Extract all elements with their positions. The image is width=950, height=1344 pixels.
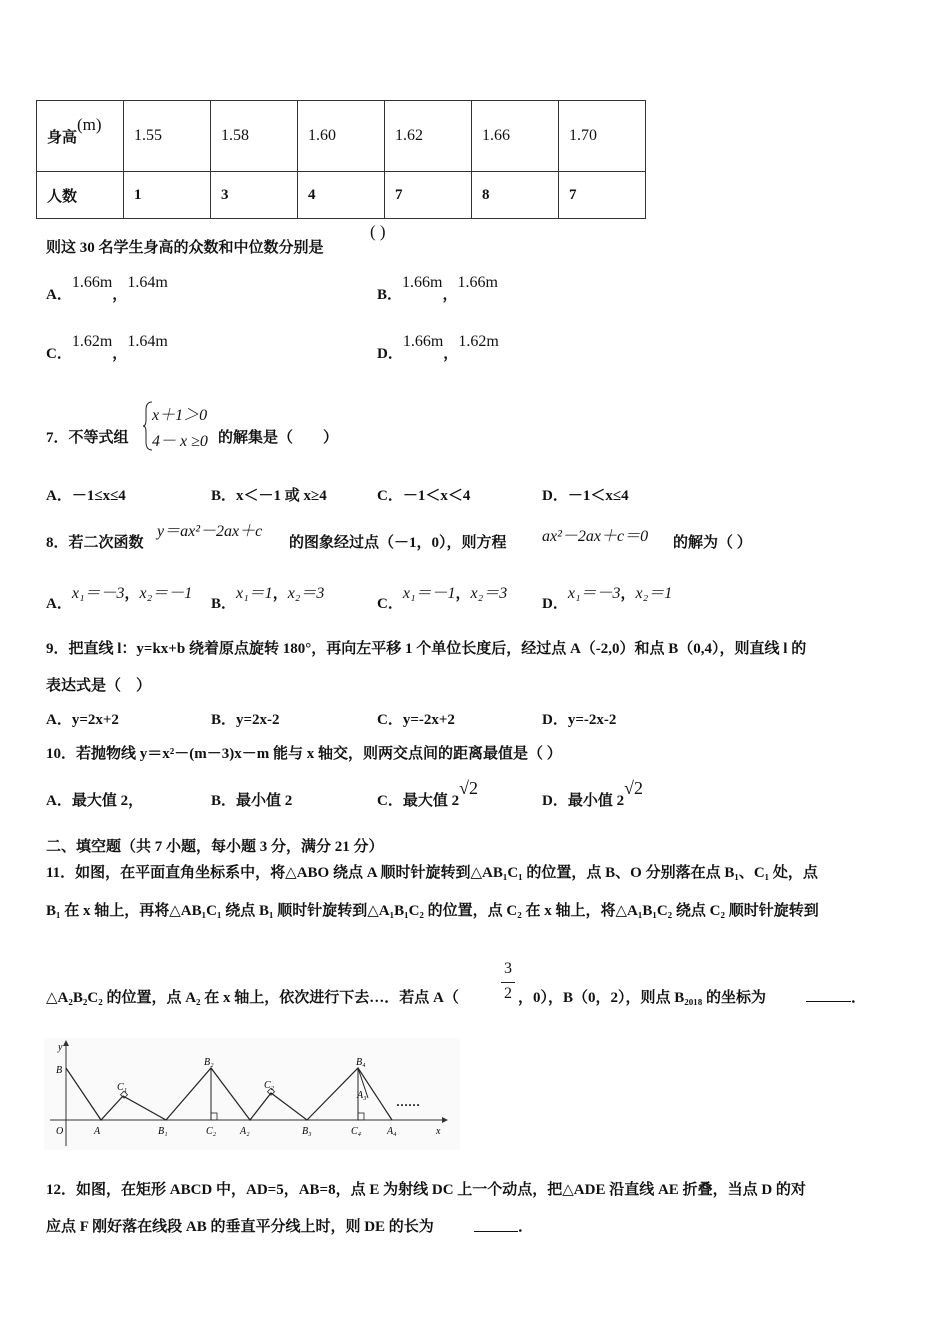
- q6-paren: ( ): [370, 222, 386, 241]
- label-a: A: [94, 1126, 101, 1137]
- table-row-count: [37, 172, 646, 219]
- table-cell: 1.70: [559, 101, 646, 172]
- height-header: 身高(m): [37, 101, 124, 172]
- q7-option-c[interactable]: C．－1＜x＜4: [377, 488, 471, 504]
- label-a4: A₄: [387, 1126, 397, 1137]
- label-y: y: [58, 1042, 63, 1053]
- table-cell: 3: [211, 172, 298, 219]
- table-cell: 7: [385, 172, 472, 219]
- q8-function: y＝ax²－2ax＋c: [157, 523, 263, 540]
- q7-line2: 4－ x ≥0: [152, 433, 208, 450]
- label-b2: B₂: [204, 1057, 214, 1068]
- q9-line2: 表达式是（ ）: [46, 678, 152, 694]
- q8-equation: ax²－2ax＋c＝0: [542, 528, 649, 545]
- q7-suffix: 的解集是（ ）: [218, 430, 339, 446]
- q11-end: ．: [851, 990, 867, 1006]
- section-heading: 二、填空题（共 7 小题，每小题 3 分，满分 21 分）: [46, 839, 384, 855]
- label-b4: B₄: [356, 1057, 366, 1068]
- label-c4: C₄: [351, 1126, 362, 1137]
- q8-option-d[interactable]: D．x₁＝－3，x₂＝1: [542, 585, 673, 612]
- q10-option-b[interactable]: B．最小值 2: [211, 793, 293, 809]
- frac-numerator: 3: [504, 960, 512, 977]
- label-a2: A₂: [240, 1126, 250, 1137]
- label-ellipsis: ……: [396, 1095, 420, 1109]
- q12-line1: 12．如图，在矩形 ABCD 中，AD=5，AB=8，点 E 为射线 DC 上一个动点，把△ADE 沿直线 AE 折叠，当点 D 的对: [46, 1182, 806, 1198]
- label-x: x: [436, 1126, 441, 1137]
- q9-option-b[interactable]: B．y=2x-2: [211, 712, 280, 728]
- figure-background: [44, 1038, 460, 1150]
- table-cell: 7: [559, 172, 646, 219]
- q7-option-b[interactable]: B．x＜－1 或 x≥4: [211, 488, 327, 504]
- q6-option-d[interactable]: D．1.66m，1.62m: [377, 333, 499, 362]
- frac-denominator: 2: [504, 985, 512, 1002]
- q6-stem: 则这 30 名学生身高的众数和中位数分别是: [46, 240, 324, 256]
- q8-option-a[interactable]: A．x₁＝－3，x₂＝－1: [46, 585, 193, 612]
- q8-suffix: 的解为（ ）: [673, 535, 752, 551]
- label-c2: C₂: [206, 1126, 217, 1137]
- frac-bar: [501, 982, 515, 983]
- label-c3: C₂: [264, 1080, 275, 1091]
- q10-option-a[interactable]: A．最大值 2，: [46, 793, 144, 809]
- q10-option-d[interactable]: D．最小值 2√2: [542, 778, 643, 809]
- height-table: [36, 100, 646, 219]
- q8-mid: 的图象经过点（－1，0），则方程: [289, 535, 507, 551]
- table-cell: 8: [472, 172, 559, 219]
- q12-line2: 应点 F 刚好落在线段 AB 的垂直平分线上时，则 DE 的长为: [46, 1219, 434, 1235]
- label-b1: B₁: [158, 1126, 168, 1137]
- rotation-figure: [44, 1038, 460, 1150]
- q8-option-b[interactable]: B．x₁＝1，x₂＝3: [211, 585, 325, 612]
- q11-line3b: ，0），B（0，2），则点 B₂₀₁₈ 的坐标为: [518, 990, 766, 1006]
- table-cell: 1: [124, 172, 211, 219]
- label-o: O: [56, 1126, 64, 1137]
- q12-end: ．: [518, 1219, 534, 1235]
- q6-option-a[interactable]: A．1.66m，1.64m: [46, 274, 168, 303]
- q10-option-c[interactable]: C．最大值 2√2: [377, 778, 478, 809]
- q12-answer-blank[interactable]: [474, 1231, 518, 1232]
- q11-line1: 11．如图，在平面直角坐标系中，将△ABO 绕点 A 顺时针旋转到△AB₁C₁ 的位置，点 B、O 分别落在点 B₁、C₁ 处，点: [46, 865, 818, 881]
- table-cell: 1.62: [385, 101, 472, 172]
- q7-option-a[interactable]: A．－1≤x≤4: [46, 488, 126, 504]
- label-b: B: [56, 1065, 63, 1076]
- q9-option-c[interactable]: C．y=-2x+2: [377, 712, 455, 728]
- table-cell: 1.60: [298, 101, 385, 172]
- q7-option-d[interactable]: D．－1＜x≤4: [542, 488, 629, 504]
- q10-stem: 10．若抛物线 y＝x²－(m－3)x－m 能与 x 轴交，则两交点间的距离最值是（ ）: [46, 746, 562, 762]
- table-cell: 1.66: [472, 101, 559, 172]
- table-cell: 1.55: [124, 101, 211, 172]
- q11-answer-blank[interactable]: [806, 1001, 851, 1002]
- q11-line2: B₁ 在 x 轴上，再将△AB₁C₁ 绕点 B₁ 顺时针旋转到△A₁B₁C₂ 的位置，点 C₂ 在 x 轴上，将△A₁B₁C₂ 绕点 C₂ 顺时针旋转到: [46, 903, 819, 919]
- count-header: 人数: [37, 172, 124, 219]
- table-cell: 4: [298, 172, 385, 219]
- q8-prefix: 8．若二次函数: [46, 535, 144, 551]
- q7-line1: x＋1＞0: [152, 407, 208, 424]
- q6-option-c[interactable]: C．1.62m，1.64m: [46, 333, 168, 362]
- q9-line1: 9．把直线 l：y=kx+b 绕着原点旋转 180°，再向左平移 1 个单位长度后，经过点 A（-2,0）和点 B（0,4），则直线 l 的: [46, 641, 807, 657]
- q9-option-a[interactable]: A．y=2x+2: [46, 712, 119, 728]
- label-a3: A₃: [357, 1090, 367, 1101]
- q6-option-b[interactable]: B．1.66m，1.66m: [377, 274, 498, 303]
- q9-option-d[interactable]: D．y=-2x-2: [542, 712, 617, 728]
- q7-prefix: 7．不等式组: [46, 430, 129, 446]
- table-cell: 1.58: [211, 101, 298, 172]
- label-c1: C₁: [117, 1082, 128, 1093]
- table-row-height: [37, 101, 646, 172]
- label-b3: B₃: [302, 1126, 312, 1137]
- q8-option-c[interactable]: C．x₁＝－1，x₂＝3: [377, 585, 508, 612]
- q11-line3a: △A₂B₂C₂ 的位置，点 A₂ 在 x 轴上，依次进行下去…．若点 A（: [46, 990, 459, 1006]
